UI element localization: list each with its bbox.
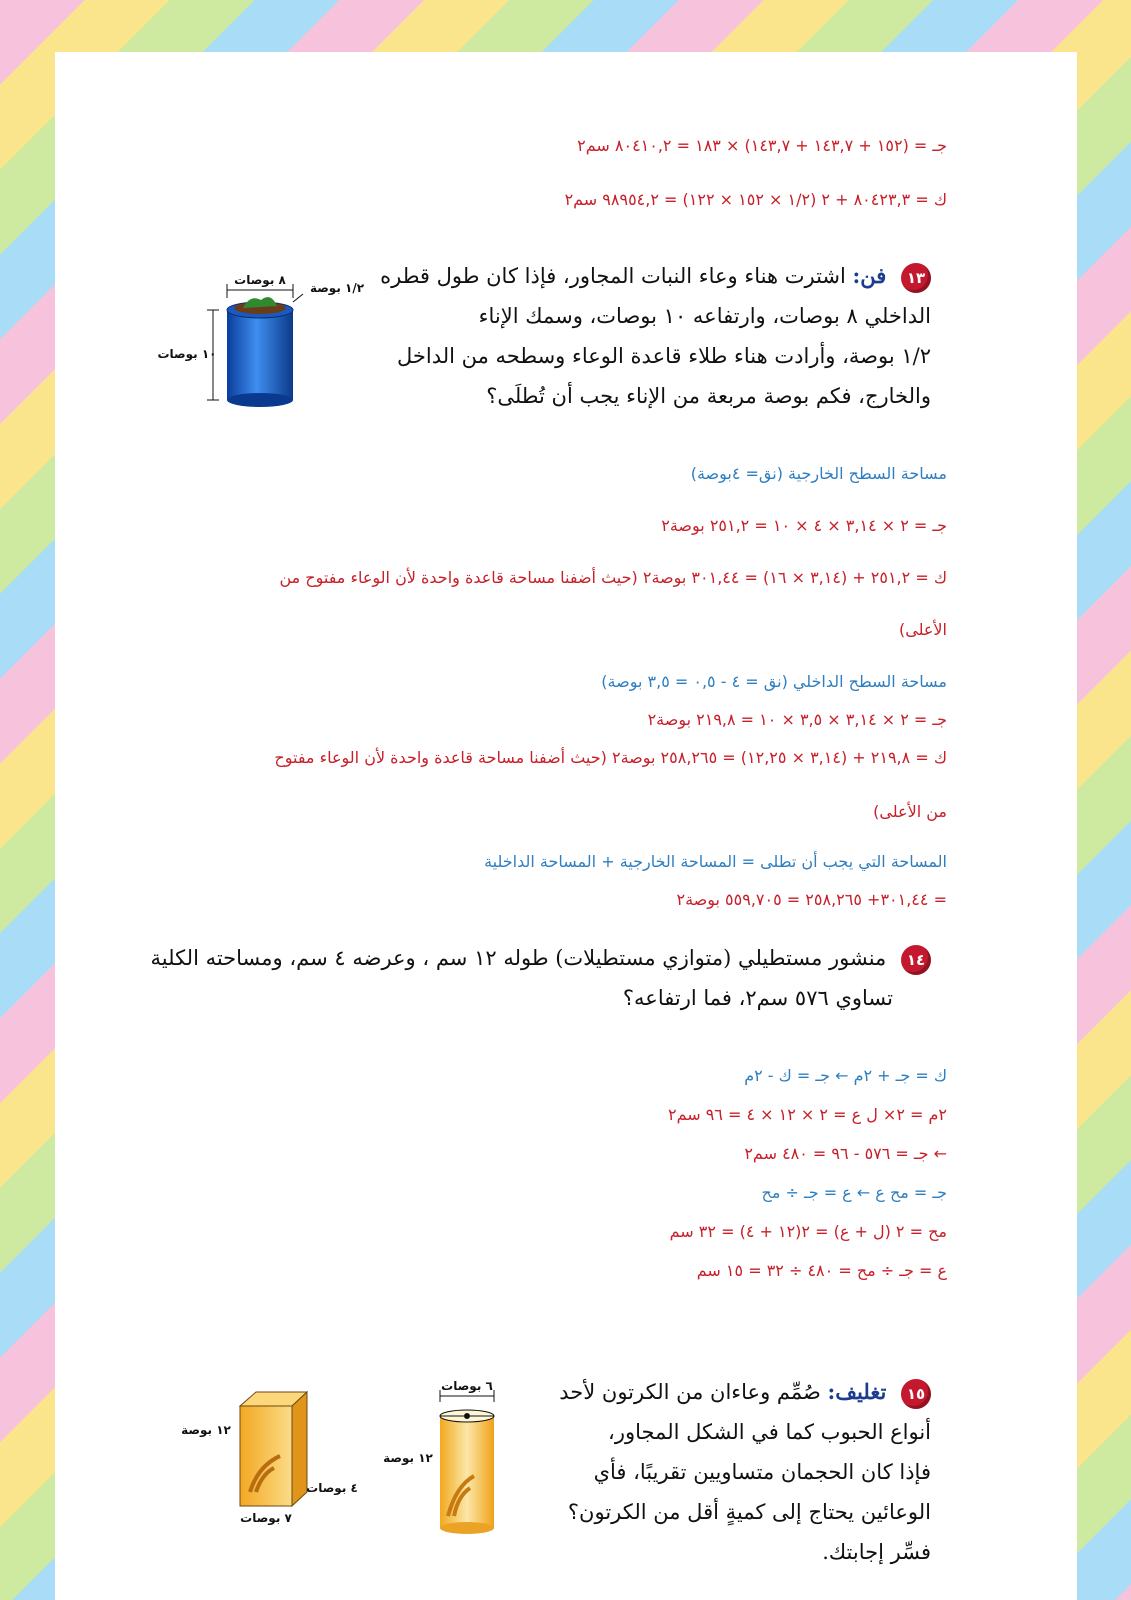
solution-12-line-2: ك = ٨٠٤٢٣,٣ + ٢ (١/٢ × ١٥٢ × ١٢٢) = ٩٨٩٥٤,٢ سم٢ <box>564 190 947 209</box>
outer-total-area-cont: الأعلى) <box>899 620 947 639</box>
diameter-label: ٨ بوصات <box>234 273 286 287</box>
question-14-number: ١٤ <box>901 945 931 975</box>
paint-area-heading: المساحة التي يجب أن تطلى = المساحة الخارجية + المساحة الداخلية <box>484 852 947 871</box>
question-14-line-1: منشور مستطيلي (متوازي مستطيلات) طوله ١٢ سم ، وعرضه ٤ سم، ومساحته الكلية <box>150 946 887 970</box>
cylinder-bottom <box>440 1522 494 1534</box>
inner-surface-heading: مساحة السطح الداخلي (نق = ٤ - ٠,٥ = ٣,٥ بوصة) <box>601 672 947 691</box>
box-container-figure <box>172 1388 382 1538</box>
solution-14-line-6: ع = جـ ÷ مح = ٤٨٠ ÷ ٣٢ = ١٥ سم <box>696 1261 947 1280</box>
question-15-line-5: فسِّر إجابتك. <box>822 1540 931 1564</box>
box-width-label: ٧ بوصات <box>240 1511 292 1525</box>
solution-14-line-3: ← جـ = ٥٧٦ - ٩٦ = ٤٨٠ سم٢ <box>744 1144 947 1163</box>
cylinder-container-figure <box>378 1376 518 1546</box>
question-15-line-2: أنواع الحبوب كما في الشكل المجاور، <box>608 1420 931 1444</box>
question-15-title: تغليف: <box>827 1379 887 1404</box>
box-height-label: ١٢ بوصة <box>181 1423 231 1437</box>
outer-surface-heading: مساحة السطح الخارجية (نق= ٤بوصة) <box>690 464 947 483</box>
cylinder-height-label: ١٢ بوصة <box>383 1451 433 1465</box>
box-depth-label: ٤ بوصات <box>306 1481 358 1495</box>
question-15-line-1: صُمِّم وعاءان من الكرتون لأحد <box>559 1380 821 1404</box>
thickness-label: ١/٢ بوصة <box>309 281 365 295</box>
solution-12-line-1: جـ = (١٥٢ + ١٤٣,٧ + ١٤٣,٧) × ١٨٣ = ٨٠٤١٠,٢ سم٢ <box>577 136 947 155</box>
outer-total-area: ك = ٢٥١,٢ + (٣,١٤ × ١٦) = ٣٠١,٤٤ بوصة٢ (حيث أضفنا مساحة قاعدة واحدة لأن الوعاء مفتوح من <box>279 568 947 587</box>
plant-pot-figure <box>157 268 375 418</box>
question-13-title: فن: <box>852 263 887 288</box>
question-14-line-2: تساوي ٥٧٦ سم٢، فما ارتفاعه؟ <box>622 986 893 1010</box>
solution-14-line-2: ٢م = ٢× ل ع = ٢ × ١٢ × ٤ = ٩٦ سم٢ <box>667 1105 947 1124</box>
question-13 <box>371 256 931 416</box>
solution-14-line-5: مح = ٢ (ل + ع) = ٢(١٢ + ٤) = ٣٢ سم <box>669 1222 947 1241</box>
question-13-line-4: والخارج، فكم بوصة مربعة من الإناء يجب أن تُطلَى؟ <box>486 384 931 408</box>
question-15-number: ١٥ <box>901 1379 931 1409</box>
height-label: ١٠ بوصات <box>157 347 217 361</box>
cylinder-diameter-label: ٦ بوصات <box>441 1379 493 1393</box>
paint-area-result: = ٣٠١,٤٤+ ٢٥٨,٢٦٥ = ٥٥٩,٧٠٥ بوصة٢ <box>676 890 947 909</box>
pot-bottom <box>227 393 293 407</box>
question-15-line-4: الوعائين يحتاج إلى كميةٍ أقل من الكرتون؟ <box>567 1500 931 1524</box>
question-13-line-2: الداخلي ٨ بوصات، وارتفاعه ١٠ بوصات، وسمك الإناء <box>478 304 931 328</box>
question-13-line-3: ١/٢ بوصة، وأرادت هناء طلاء قاعدة الوعاء وسطحه من الداخل <box>396 344 931 368</box>
question-13-line-1: اشترت هناء وعاء النبات المجاور، فإذا كان طول قطره <box>380 264 846 288</box>
inner-total-area-cont: من الأعلى) <box>873 802 947 821</box>
inner-total-area: ك = ٢١٩,٨ + (٣,١٤ × ١٢,٢٥) = ٢٥٨,٢٦٥ بوصة٢ (حيث أضفنا مساحة قاعدة واحدة لأن الوعاء مفتوح <box>274 748 947 767</box>
question-15 <box>531 1372 931 1572</box>
question-14 <box>150 938 931 1018</box>
box-front <box>240 1406 292 1506</box>
inner-lateral-area: جـ = ٢ × ٣,١٤ × ٣,٥ × ١٠ = ٢١٩,٨ بوصة٢ <box>647 710 947 729</box>
question-15-line-3: فإذا كان الحجمان متساويين تقريبًا، فأي <box>593 1460 931 1484</box>
solution-14-line-4: جـ = مح ع ← ع = جـ ÷ مح <box>761 1183 947 1202</box>
solution-14-line-1: ك = جـ + ٢م ← جـ = ك - ٢م <box>744 1066 947 1085</box>
outer-lateral-area: جـ = ٢ × ٣,١٤ × ٤ × ١٠ = ٢٥١,٢ بوصة٢ <box>661 516 947 535</box>
question-13-number: ١٣ <box>901 263 931 293</box>
pot-body <box>227 310 293 400</box>
